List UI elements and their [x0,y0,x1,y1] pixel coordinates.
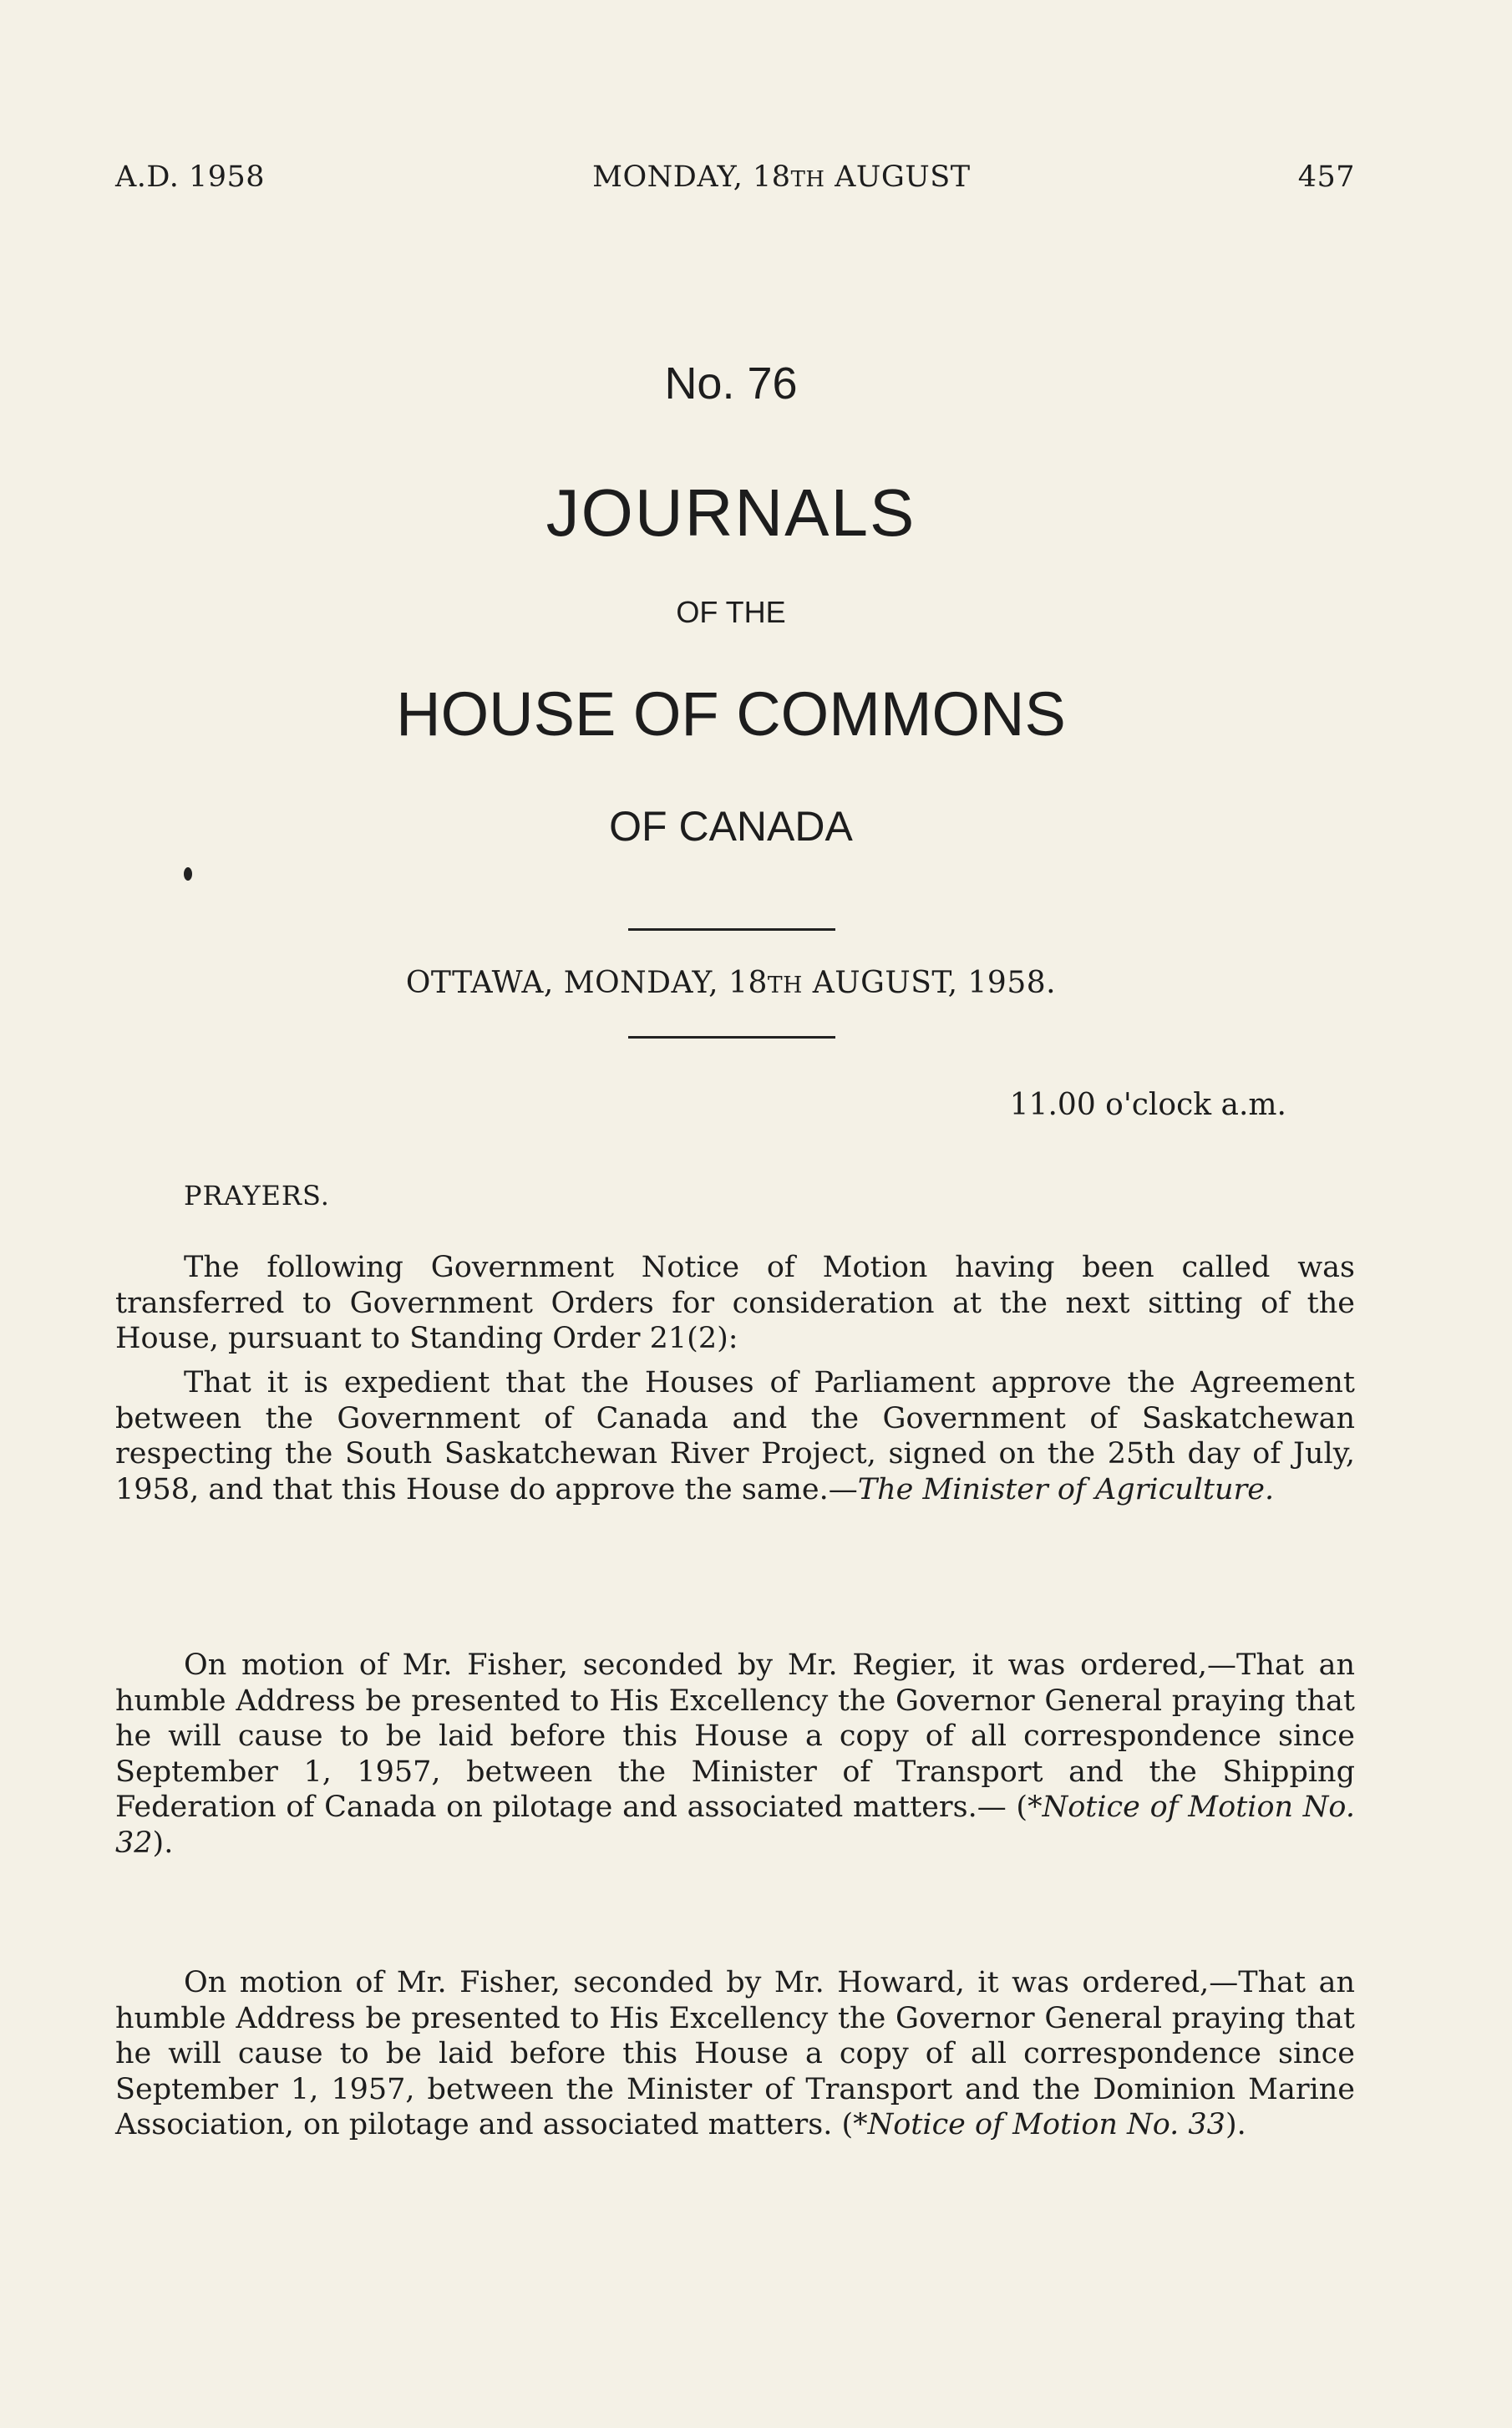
margin-mark [184,867,192,881]
paragraph-motion-text: That it is expedient that the Houses of Parliament approve the Agreement between the Government of Canada and the Government of Saskatchewan respecting the South Saskatchewan River Project, signed on the 25th day of July, 1958, and that this House do approve the same.—The Minister of Agriculture. [115,1366,1355,1506]
dateline: OTTAWA, MONDAY, 18TH AUGUST, 1958. [405,966,1057,1000]
header-date: MONDAY, 18TH AUGUST [592,160,971,194]
paragraph-order-fisher-howard: On motion of Mr. Fisher, seconded by Mr. Howard, it was ordered,—That an humble Address be presented to His Excellency the Governor General praying that he will cause to be laid before this House a copy of all correspondence since September 1, 1957, between the Minister of Transport and the Dominion Marine Association, on pilotage and associated matters. (*Notice of Motion No. 33). [115,1966,1355,2141]
title-journals: JOURNALS [545,475,916,550]
running-head [115,160,1355,194]
divider-rule [628,1036,835,1039]
paragraph-order-fisher-regier: On motion of Mr. Fisher, seconded by Mr. Regier, it was ordered,—That an humble Address be presented to His Excellency the Governor General praying that he will cause to be laid before this House a copy of all correspondence since September 1, 1957, between the Minister of Transport and the Shipping Federation of Canada on pilotage and associated matters.— (*Notice of Motion No. 32). [115,1648,1355,1860]
title-house-of-commons: HOUSE OF COMMONS [396,679,1066,749]
prayers-heading: PRAYERS. [184,1180,330,1211]
header-year: A.D. 1958 [115,160,266,194]
title-of-the: OF THE [676,595,786,629]
page-number: 457 [1297,160,1355,194]
paragraph-notice: The following Government Notice of Motion having been called was transferred to Government Orders for consideration at the next sitting of the House, pursuant to Standing Order 21(2): [115,1251,1355,1355]
divider-rule [628,928,835,931]
sitting-time: 11.00 o'clock a.m. [1009,1088,1286,1122]
journal-number: No. 76 [664,358,798,409]
title-of-canada: OF CANADA [609,803,853,850]
